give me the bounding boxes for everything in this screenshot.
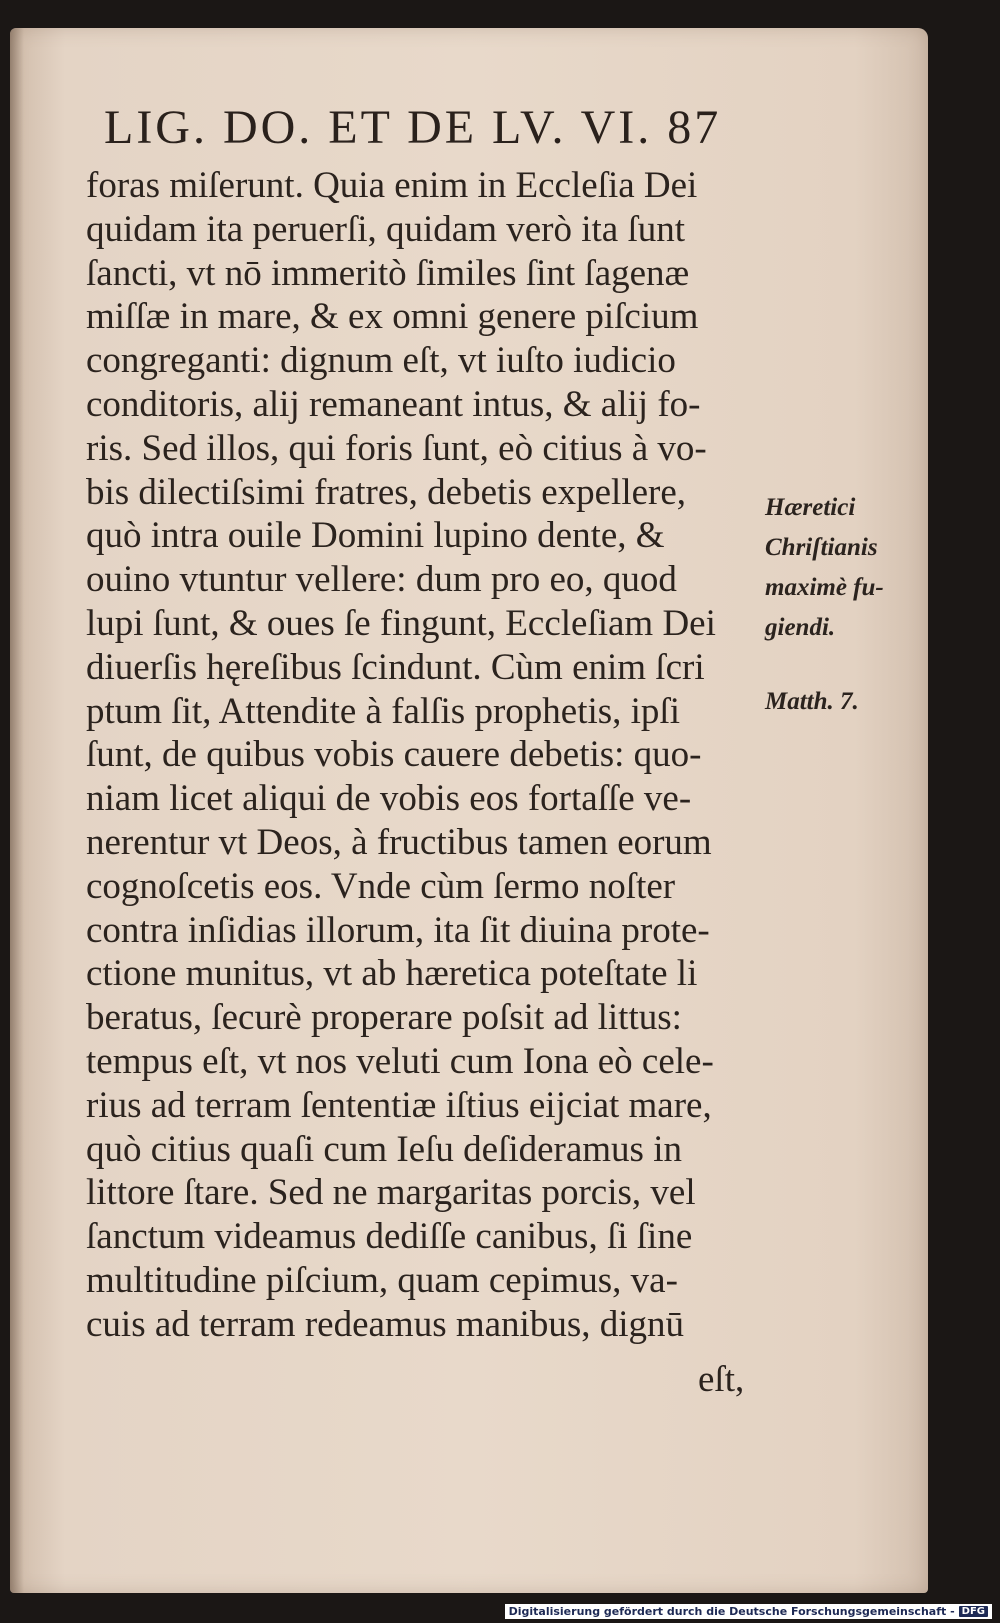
margin-note-line: giendi. — [765, 614, 836, 641]
text-line: multitudine piſcium, quam cepimus, va- — [86, 1259, 678, 1301]
margin-note-line: Hæretici — [765, 494, 856, 521]
text-line: beratus, ſecurè properare poſsit ad littus: — [86, 997, 682, 1039]
gutter-shadow — [10, 28, 24, 1593]
text-line: ris. Sed illos, qui foris ſunt, eò citius à vo- — [86, 427, 707, 469]
text-line: tempus eſt, vt nos veluti cum Iona eò cele- — [86, 1040, 714, 1082]
credit-text: Digitalisierung gefördert durch die Deutsche Forschungsgemeinschaft - — [508, 1605, 955, 1618]
margin-note — [765, 488, 884, 648]
text-line: cuis ad terram redeamus manibus, dignū — [86, 1303, 684, 1345]
text-line: ouino vtuntur vellere: dum pro eo, quod — [86, 559, 677, 601]
catchword: eſt, — [698, 1359, 745, 1400]
text-line: congreganti: dignum eſt, vt iuſto iudicio — [86, 340, 676, 382]
margin-note-line: Chriſtianis — [765, 534, 878, 561]
text-line: quidam ita peruerſi, quidam verò ita ſunt — [86, 208, 686, 250]
text-line: contra inſidias illorum, ita ſit diuina prote- — [86, 909, 710, 951]
text-line: cognoſcetis eos. Vnde cùm ſermo noſter — [86, 865, 676, 907]
text-line: ſanctum videamus dediſſe canibus, ſi ſine — [86, 1216, 693, 1258]
text-line: ptum ſit, Attendite à falſis prophetis, ipſi — [86, 690, 680, 732]
text-line: littore ſtare. Sed ne margaritas porcis, vel — [86, 1172, 696, 1214]
running-header: LIG. DO. ET DE LV. VI. 87 — [104, 101, 722, 154]
text-line: quò intra ouile Domini lupino dente, & — [86, 515, 665, 557]
text-line: nerentur vt Deos, à fructibus tamen eorum — [86, 821, 712, 863]
text-line: bis dilectiſsimi fratres, debetis expellere, — [86, 471, 687, 513]
margin-note-line: maximè fu- — [765, 574, 884, 601]
text-line: ſunt, de quibus vobis cauere debetis: quo- — [86, 734, 702, 776]
text-line: lupi ſunt, & oues ſe fingunt, Eccleſiam Dei — [86, 602, 716, 644]
digitization-credit — [505, 1604, 992, 1619]
book-page — [10, 28, 928, 1593]
text-line: quò citius quaſi cum Ieſu deſideramus in — [86, 1128, 682, 1170]
text-line: diuerſis hęreſibus ſcindunt. Cùm enim ſcri — [86, 646, 705, 688]
text-line: ſancti, vt nō immeritò ſimiles ſint ſagenæ — [86, 252, 690, 294]
body-text — [86, 164, 756, 1347]
text-line: niam licet aliqui de vobis eos fortaſſe ve- — [86, 778, 692, 820]
text-line: ctione munitus, vt ab hæretica poteſtate li — [86, 953, 698, 995]
text-line: miſſæ in mare, & ex omni genere piſcium — [86, 296, 699, 338]
text-line: foras miſerunt. Quia enim in Eccleſia Dei — [86, 165, 698, 206]
text-line: conditoris, alij remaneant intus, & alij fo- — [86, 383, 701, 425]
text-line: rius ad terram ſententiæ iſtius eijciat mare, — [86, 1084, 712, 1126]
dfg-logo: DFG — [959, 1606, 988, 1617]
margin-reference: Matth. 7. — [765, 688, 859, 715]
